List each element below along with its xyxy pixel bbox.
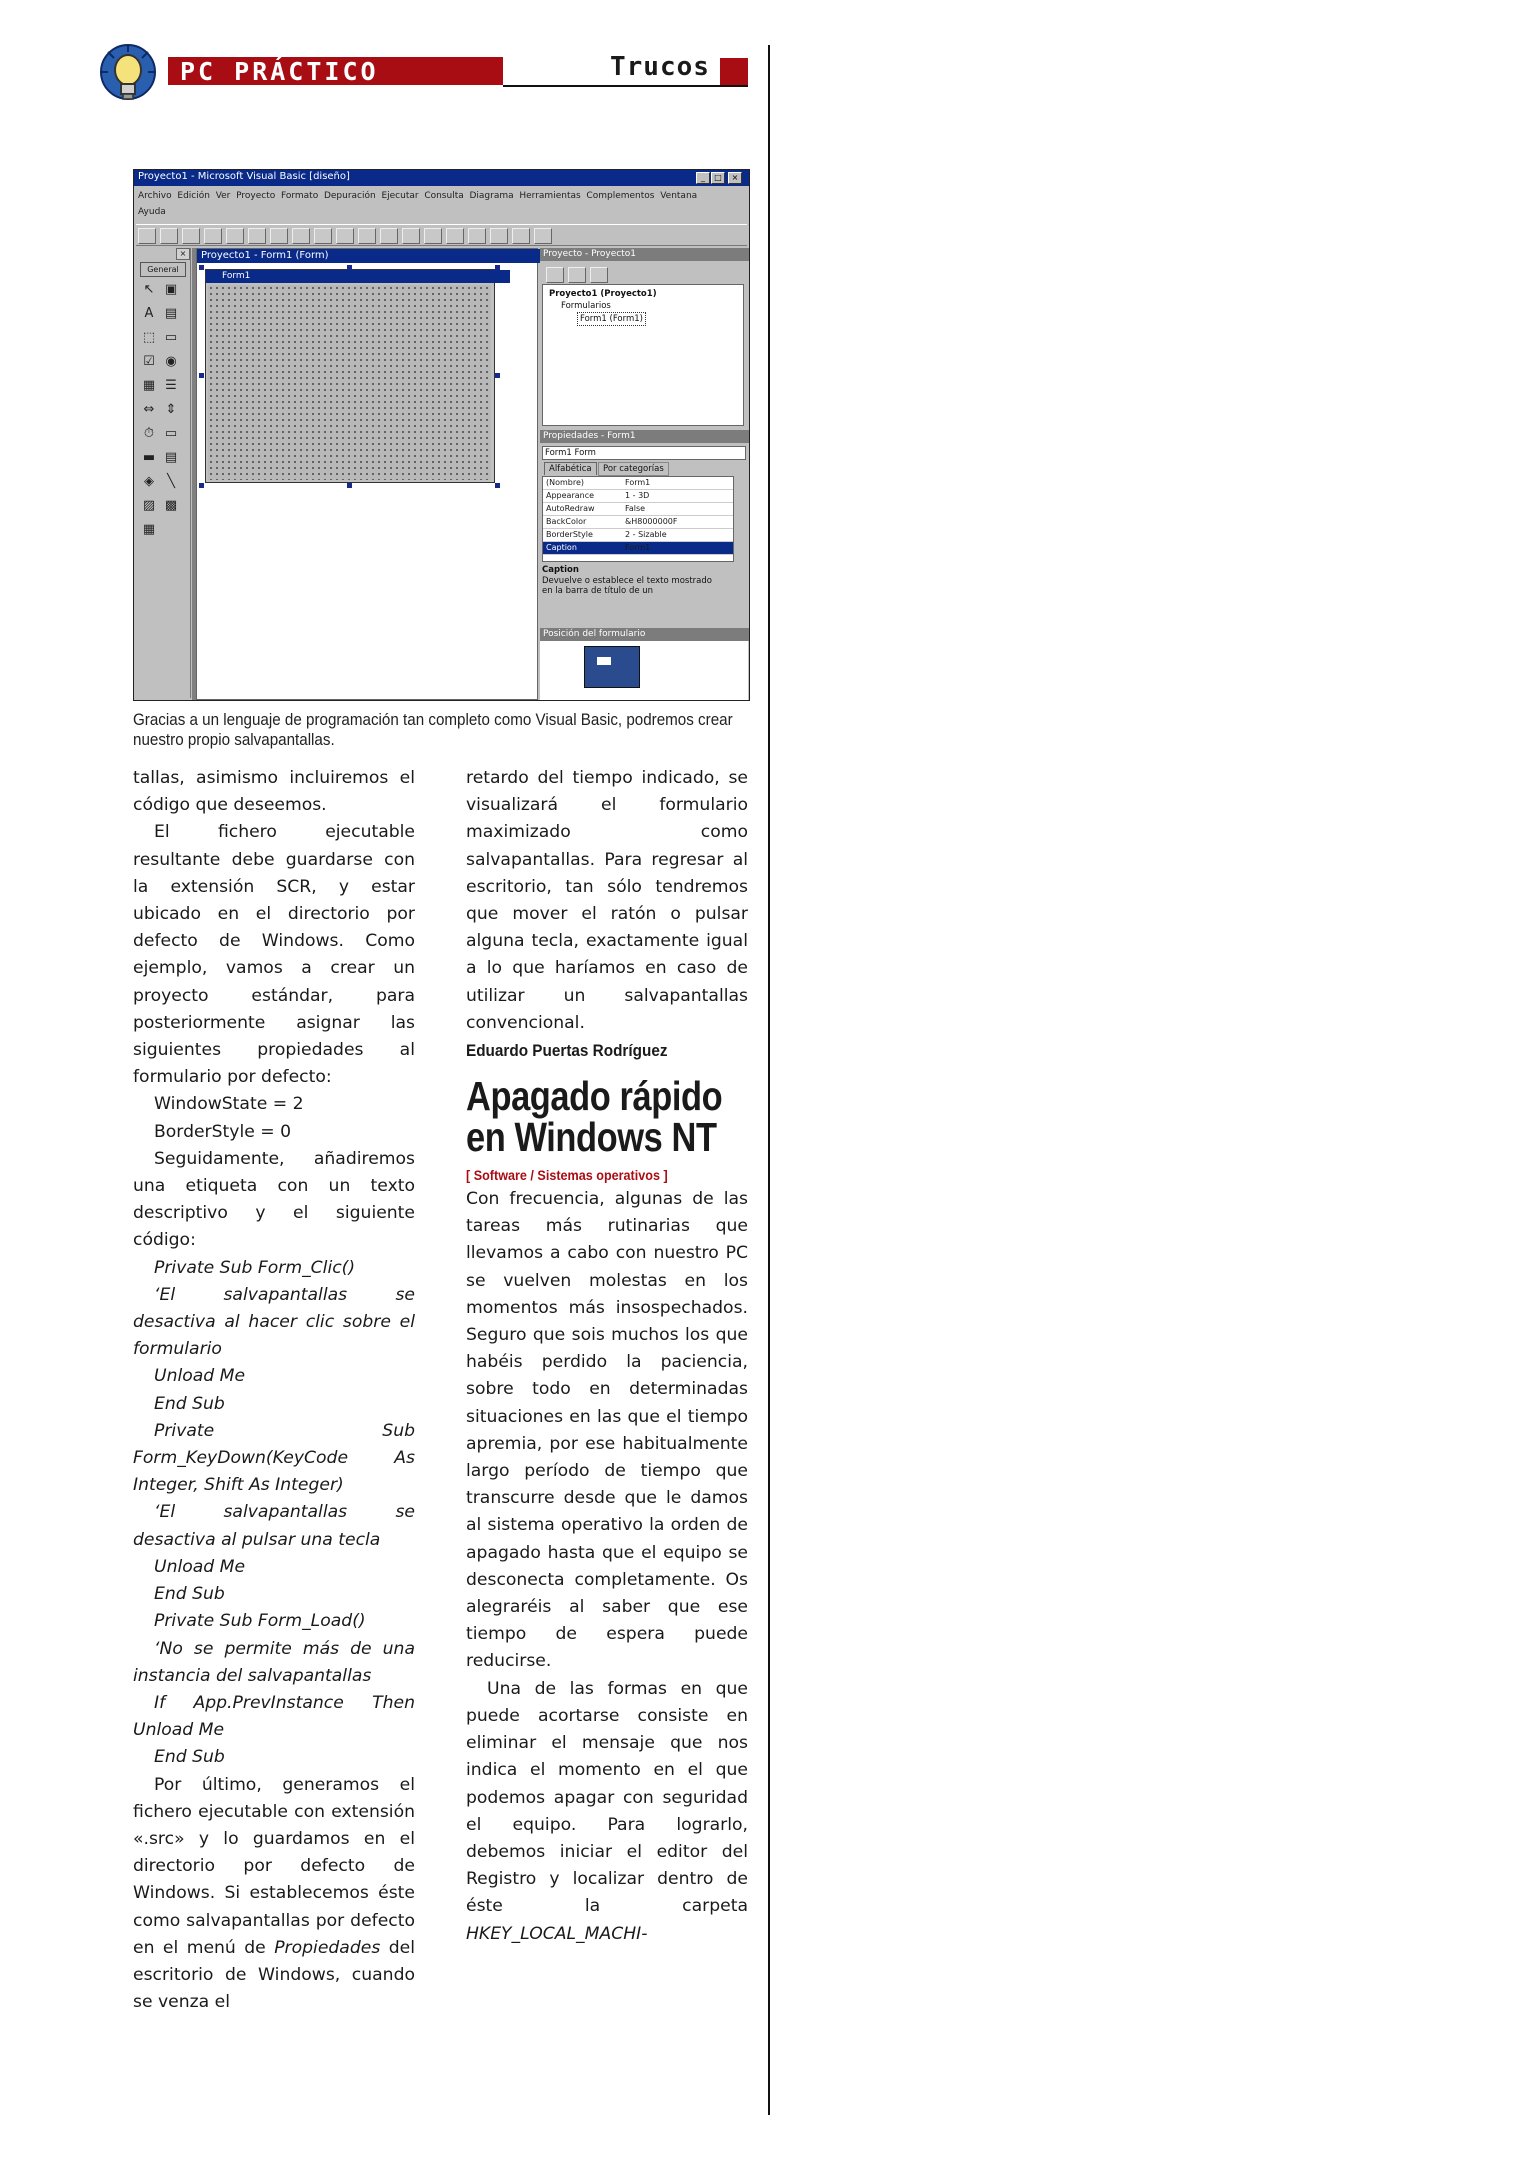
form-layout-title: Posición del formulario	[540, 628, 750, 641]
column-rule	[768, 45, 770, 2115]
form-designer-window	[196, 248, 538, 700]
maximize-icon: □	[711, 172, 725, 184]
design-area	[192, 248, 538, 700]
headline-line: en Windows NT	[466, 1114, 717, 1161]
toolbox-panel: × General ↖ ▣ A ▤ ⬚ ▭ ☑ ◉ ▦ ☰ ⇔ ⇕ ⏱ ▭ ▬ ▤ ◈ ╲ ▨ ▩ ▦	[136, 248, 191, 698]
author: Eduardo Puertas Rodríguez	[466, 1041, 668, 1061]
code-line: Unload Me	[154, 1556, 246, 1577]
paragraph: Seguidamente, añadiremos una etiqueta con un texto descriptivo y el siguiente código:	[133, 1148, 415, 1251]
frame-icon: ⬚	[142, 330, 156, 345]
close-icon: ×	[728, 172, 742, 184]
code-comment: ‘El salvapantallas se desactiva al hacer clic sobre el formulario	[133, 1284, 415, 1360]
form-designer-title: Proyecto1 - Form1 (Form)	[197, 249, 541, 263]
vb-menu-bar: Archivo Edición Ver Proyecto Formato Depuración Ejecutar Consulta Diagrama Herramientas Complementos Ventana	[138, 191, 698, 201]
headline-line: Apagado rápido	[466, 1073, 723, 1120]
code-line: WindowState = 2	[154, 1094, 304, 1115]
section-title: PC PRÁCTICO	[180, 57, 379, 86]
form-layout-panel	[540, 628, 748, 700]
hscroll-icon: ⇔	[143, 402, 155, 417]
form1-window	[205, 269, 495, 483]
optionbutton-icon: ◉	[165, 354, 177, 369]
lightbulb-logo-icon	[92, 42, 170, 112]
code-line: Private Sub Form_Clic()	[154, 1257, 356, 1278]
project-tree	[542, 284, 744, 426]
vb-window-title: Proyecto1 - Microsoft Visual Basic [diseño]	[138, 171, 350, 182]
category-title: Trucos	[610, 52, 710, 82]
tree-item-form1: Form1 (Form1)	[577, 312, 646, 326]
shape-icon: ◈	[144, 474, 154, 489]
minimize-icon: _	[696, 172, 710, 184]
properties-panel	[540, 430, 748, 626]
vb-screenshot	[133, 169, 750, 701]
drivelist-icon: ▭	[164, 426, 178, 441]
figure-caption: Gracias a un lenguaje de programación tan completo como Visual Basic, podremos crear nuestro propio salvapantallas.	[133, 711, 733, 749]
image-icon: ▨	[142, 498, 156, 513]
textbox-icon: ▤	[164, 306, 178, 321]
paragraph: retardo del tiempo indicado, se visualizará el formulario maximizado como salvapantallas. Para regresar al escritorio, tan sólo tendremos que mover el ratón o pulsar alguna tecla, exactamente igual a lo que haríamos en caso de utilizar un salvapantallas convencional.	[466, 768, 748, 1033]
form1-grid	[208, 285, 491, 480]
property-description: Caption Devuelve o establece el texto mostrado en la barra de título de un	[542, 565, 712, 596]
section-tag: [ Software / Sistemas operativos ]	[466, 1167, 668, 1184]
paragraph: Una de las formas en que puede acortarse consiste en eliminar el mensaje que nos indica el momento en el que podemos apagar con seguridad el equipo. Para lograrlo, debemos iniciar el editor del Registro y localizar dentro de éste la carpeta HKEY_LOCAL_MACHI-	[466, 1678, 748, 1944]
label-icon: A	[144, 306, 154, 321]
code-line: Private Sub Form_KeyDown(KeyCode As Integer, Shift As Integer)	[133, 1420, 415, 1496]
toolbox-tab-general: General	[140, 262, 186, 277]
timer-icon: ⏱	[143, 426, 155, 441]
code-line: End Sub	[154, 1584, 225, 1605]
code-comment: ‘No se permite más de una instancia del salvapantallas	[133, 1638, 415, 1686]
form-layout-monitor	[584, 646, 640, 688]
paragraph: Por último, generamos el fichero ejecutable con extensión «.src» y lo guardamos en el directorio por defecto de Windows. Si establecemos éste como salvapantallas por defecto en el menú de Propiedades del escritorio de Windows, cuando se venza el	[133, 1774, 415, 2013]
code-line: Private Sub Form_Load()	[154, 1611, 366, 1632]
form1-title: Form1	[206, 270, 510, 283]
picturebox-icon: ▣	[164, 282, 178, 297]
commandbutton-icon: ▭	[164, 330, 178, 345]
tree-item-project: Proyecto1 (Proyecto1)	[549, 289, 657, 299]
paragraph: tallas, asimismo incluiremos el código que deseemos.	[133, 768, 415, 816]
line-icon: ╲	[167, 474, 175, 489]
tab-alphabetic: Alfabética	[544, 462, 597, 475]
properties-object-select: Form1 Form	[542, 446, 746, 460]
listbox-icon: ☰	[165, 378, 177, 393]
code-line: If App.PrevInstance Then Unload Me	[133, 1692, 415, 1741]
column-2	[466, 765, 748, 1948]
registry-key: HKEY_LOCAL_MACHI-	[466, 1923, 648, 1944]
code-line: End Sub	[154, 1747, 225, 1768]
pointer-icon: ↖	[143, 282, 155, 297]
header-rule	[503, 85, 748, 87]
checkbox-icon: ☑	[143, 354, 155, 369]
code-line: Unload Me	[154, 1366, 246, 1387]
menu-reference: Propiedades	[274, 1937, 381, 1958]
dirlist-icon: ▬	[142, 450, 156, 465]
ole-icon: ▦	[142, 522, 156, 537]
combobox-icon: ▦	[142, 378, 156, 393]
tab-categorized: Por categorías	[598, 462, 669, 476]
vb-title-bar	[134, 170, 750, 186]
properties-title: Propiedades - Form1	[540, 430, 750, 443]
vb-menu-help: Ayuda	[138, 207, 166, 217]
vscroll-icon: ⇕	[165, 402, 177, 417]
category-marker	[720, 58, 748, 86]
project-explorer	[540, 248, 748, 428]
code-comment: ‘El salvapantallas se desactiva al pulsar una tecla	[133, 1502, 415, 1550]
project-explorer-title: Proyecto - Proyecto1	[540, 248, 750, 261]
filelist-icon: ▤	[164, 450, 178, 465]
code-line: End Sub	[154, 1393, 225, 1414]
paragraph: Con frecuencia, algunas de las tareas más rutinarias que llevamos a cabo con nuestro PC se vuelven molestas en los momentos más insospechados. Seguro que sois muchos los que habéis perdido la paciencia, sobre todo en determinadas situaciones en las que el tiempo apremia, por ese habitualmente largo período de tiempo que transcurre desde que le damos al sistema operativo la orden de apagado hasta que el equipo se desconecta completamente. Os alegraréis al saber que ese tiempo de espera puede reducirse.	[466, 1189, 748, 1672]
code-line: BorderStyle = 0	[154, 1121, 292, 1142]
data-icon: ▩	[164, 498, 178, 513]
article-headline	[466, 1073, 723, 1161]
vb-toolbar	[136, 224, 747, 246]
column-1	[133, 765, 415, 2016]
paragraph: El fichero ejecutable resultante debe guardarse con la extensión SCR, y estar ubicado en el directorio por defecto de Windows. Como ejemplo, vamos a crear un proyecto estándar, para posteriormente asignar las siguientes propiedades al formulario por defecto:	[133, 822, 415, 1088]
properties-grid: (Nombre) Form1 Appearance 1 - 3D AutoRedraw False BackColor &H8000000F BorderStyle 2 - Sizable Caption Form1	[542, 476, 734, 562]
tree-item-forms: Formularios	[561, 301, 611, 311]
